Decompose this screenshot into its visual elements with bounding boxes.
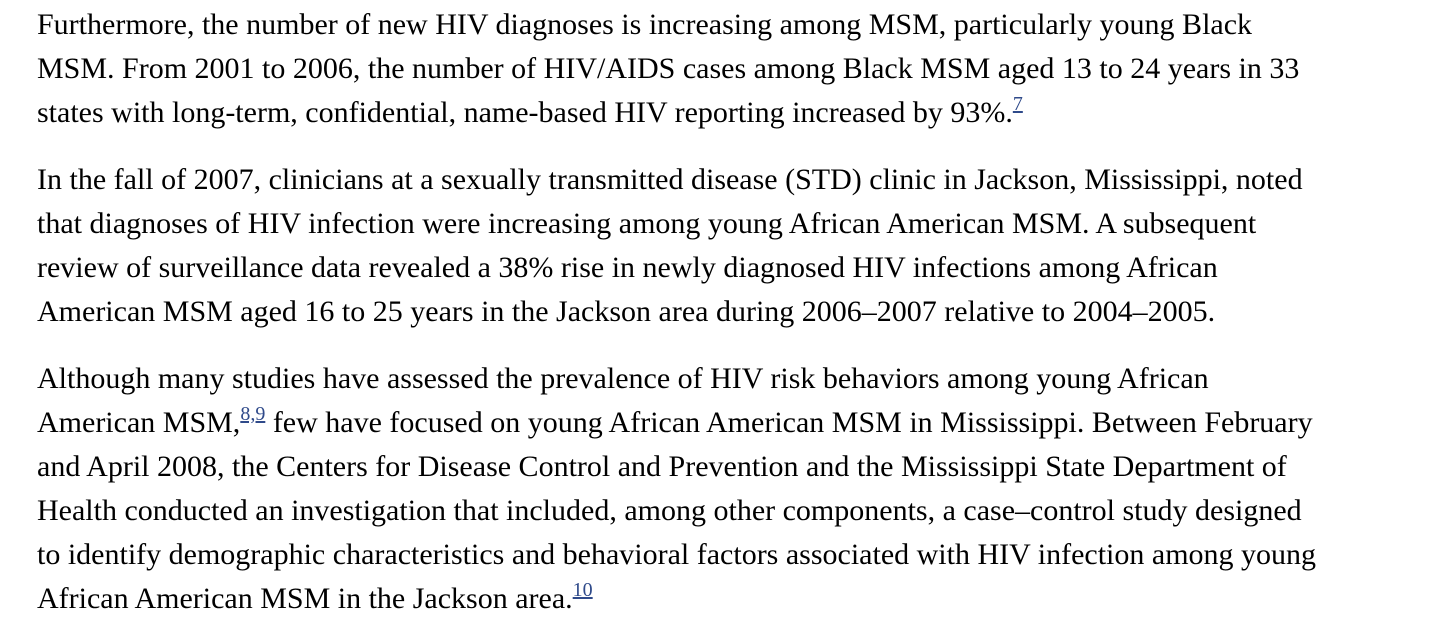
paragraph-3-line-2 (37, 401, 1429, 445)
paragraph-2-line-3: review of surveillance data revealed a 38% rise in newly diagnosed HIV infections among African (37, 251, 1218, 284)
paragraph-1-line-3-text: states with long-term, confidential, name-based HIV reporting increased by 93%. (37, 96, 1013, 129)
reference-link-8-9[interactable]: 8,9 (240, 403, 266, 425)
paragraph-3-line-2-text-b: few have focused on young African American MSM in Mississippi. Between February (265, 406, 1313, 439)
paragraph-3-line-6-text: African American MSM in the Jackson area. (37, 582, 573, 615)
paragraph-3 (37, 357, 1429, 621)
paragraph-1 (37, 3, 1429, 135)
paragraph-2-line-2: that diagnoses of HIV infection were increasing among young African American MSM. A subsequent (37, 207, 1257, 240)
paragraph-3-line-4: Health conducted an investigation that included, among other components, a case–control study designed (37, 494, 1302, 527)
paragraph-2-line-1: In the fall of 2007, clinicians at a sexually transmitted disease (STD) clinic in Jackson, Mississippi, noted (37, 163, 1303, 196)
paragraph-3-line-3: and April 2008, the Centers for Disease Control and Prevention and the Mississippi State Department of (37, 450, 1287, 483)
paragraph-2 (37, 158, 1429, 334)
paragraph-1-line-1: Furthermore, the number of new HIV diagnoses is increasing among MSM, particularly young Black (37, 8, 1253, 41)
paragraph-3-line-6 (37, 577, 1429, 621)
paragraph-3-line-1: Although many studies have assessed the prevalence of HIV risk behaviors among young African (37, 362, 1209, 395)
paragraph-2-line-4: American MSM aged 16 to 25 years in the Jackson area during 2006–2007 relative to 2004–2005. (37, 295, 1216, 328)
paragraph-3-line-2-text-a: American MSM, (37, 406, 241, 439)
paragraph-1-line-2: MSM. From 2001 to 2006, the number of HIV/AIDS cases among Black MSM aged 13 to 24 years in 33 (37, 52, 1300, 85)
paragraph-1-line-3 (37, 91, 1429, 135)
reference-link-10[interactable]: 10 (572, 579, 593, 601)
paragraph-3-line-5: to identify demographic characteristics and behavioral factors associated with HIV infection among young (37, 538, 1317, 571)
reference-link-7[interactable]: 7 (1012, 93, 1023, 115)
